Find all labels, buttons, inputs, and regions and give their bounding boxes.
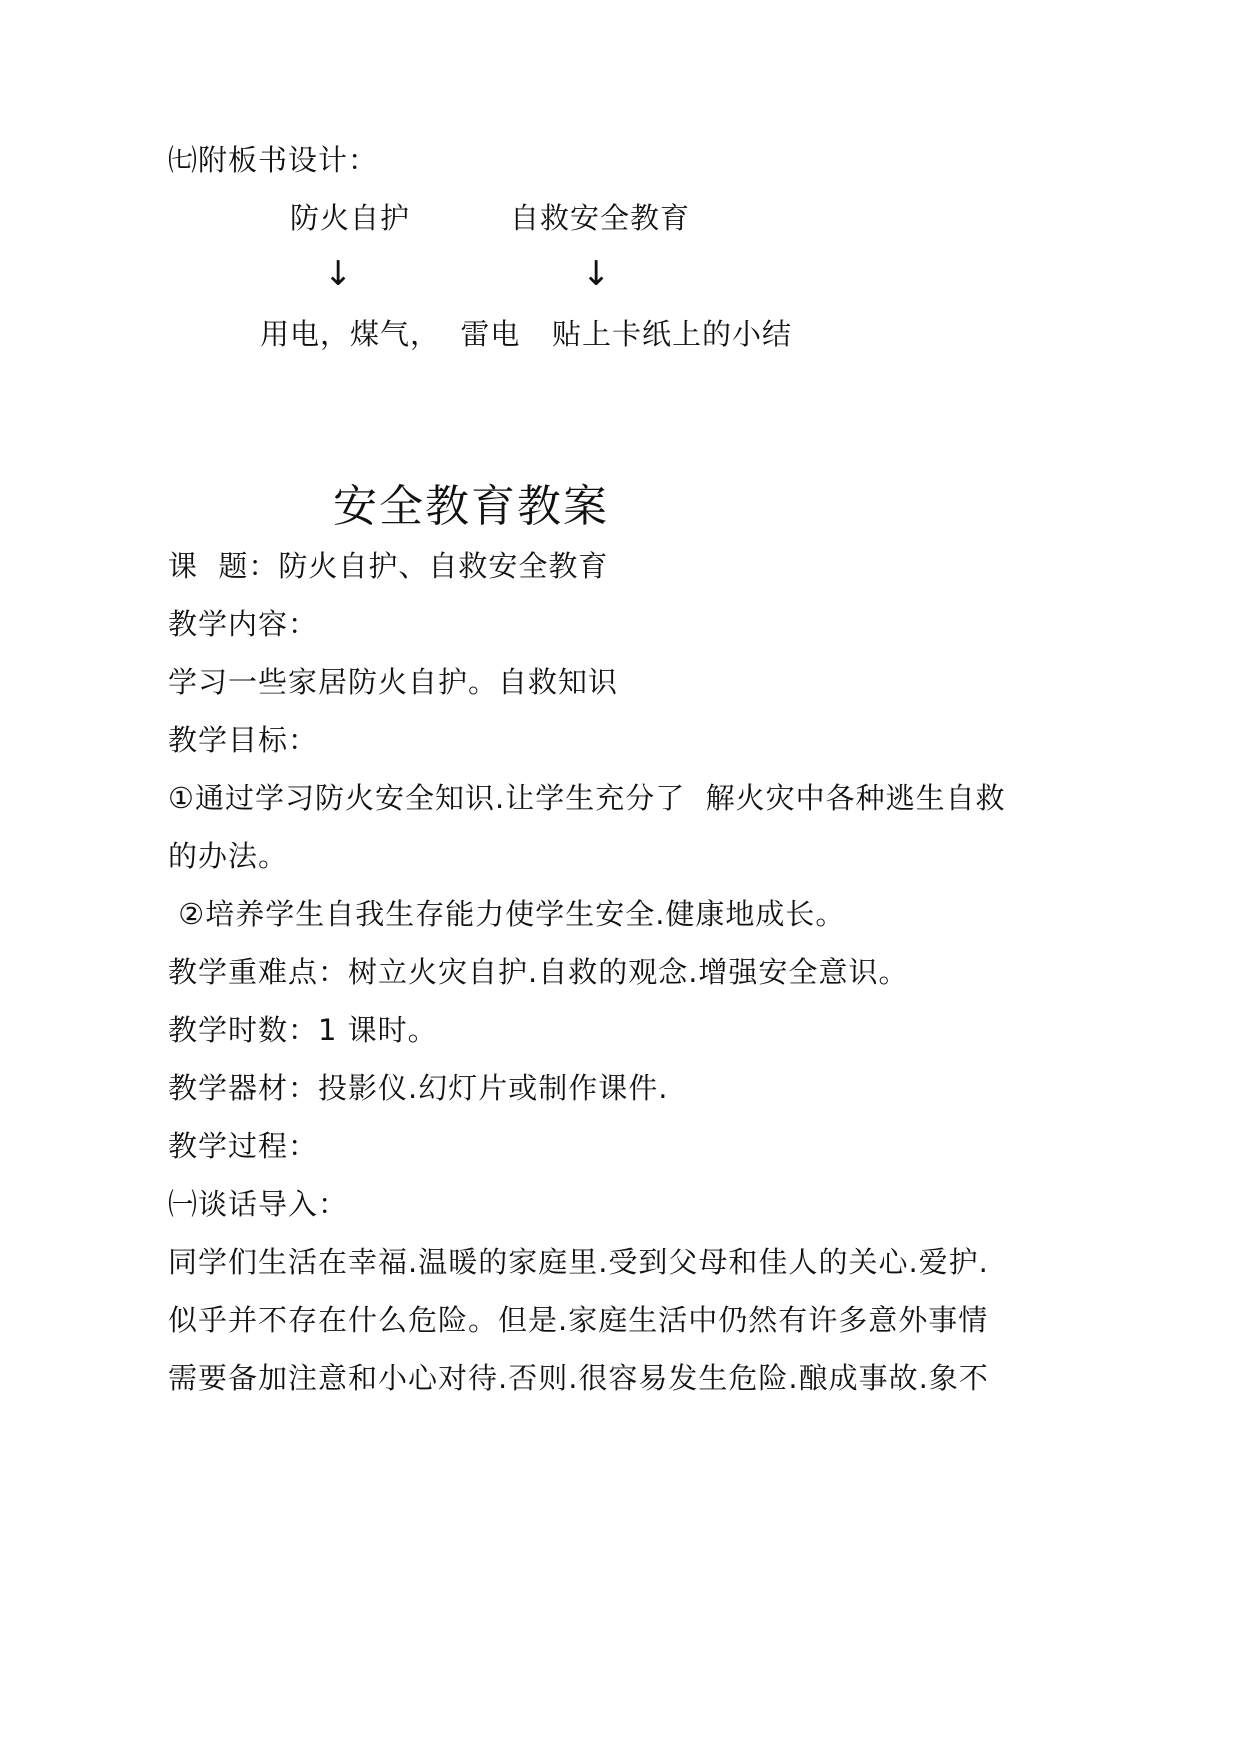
paragraph-line-1: 同学们生活在幸福.温暖的家庭里.受到父母和佳人的关心.爱护. xyxy=(168,1245,989,1279)
board-col2-title: 自救安全教育 xyxy=(510,201,691,235)
goal-1-line-1: ①通过学习防火安全知识.让学生充分了 解火灾中各种逃生自救 xyxy=(168,781,1006,815)
content-text: 学习一些家居防火自护。自救知识 xyxy=(168,665,619,699)
key-points: 教学重难点：树立火灾自护.自救的观念.增强安全意识。 xyxy=(168,955,909,989)
content-label: 教学内容： xyxy=(168,607,319,641)
goal-1-line-2: 的办法。 xyxy=(168,839,289,873)
goals-label: 教学目标： xyxy=(168,723,319,757)
document-title: 安全教育教案 xyxy=(333,481,609,532)
paragraph-line-2: 似乎并不存在什么危险。但是.家庭生活中仍然有许多意外事情 xyxy=(168,1303,989,1337)
goal-2: ②培养学生自我生存能力使学生安全.健康地成长。 xyxy=(168,897,846,931)
board-design-heading: ㈦附板书设计： xyxy=(168,143,379,177)
board-col1-item: 用电，煤气， 雷电 xyxy=(260,317,521,351)
down-arrow-icon: ↓ xyxy=(324,254,353,294)
step-1-label: ㈠谈话导入： xyxy=(168,1187,349,1221)
teaching-equipment: 教学器材：投影仪.幻灯片或制作课件. xyxy=(168,1071,669,1105)
board-col2-item: 贴上卡纸上的小结 xyxy=(552,317,793,351)
down-arrow-icon: ↓ xyxy=(582,254,611,294)
paragraph-line-3: 需要备加注意和小心对待.否则.很容易发生危险.酿成事故.象不 xyxy=(168,1361,989,1395)
process-label: 教学过程： xyxy=(168,1129,319,1163)
lesson-topic: 课 题：防火自护、自救安全教育 xyxy=(168,549,609,583)
board-col1-title: 防火自护 xyxy=(290,201,411,235)
teaching-hours: 教学时数：1 课时。 xyxy=(168,1013,438,1047)
